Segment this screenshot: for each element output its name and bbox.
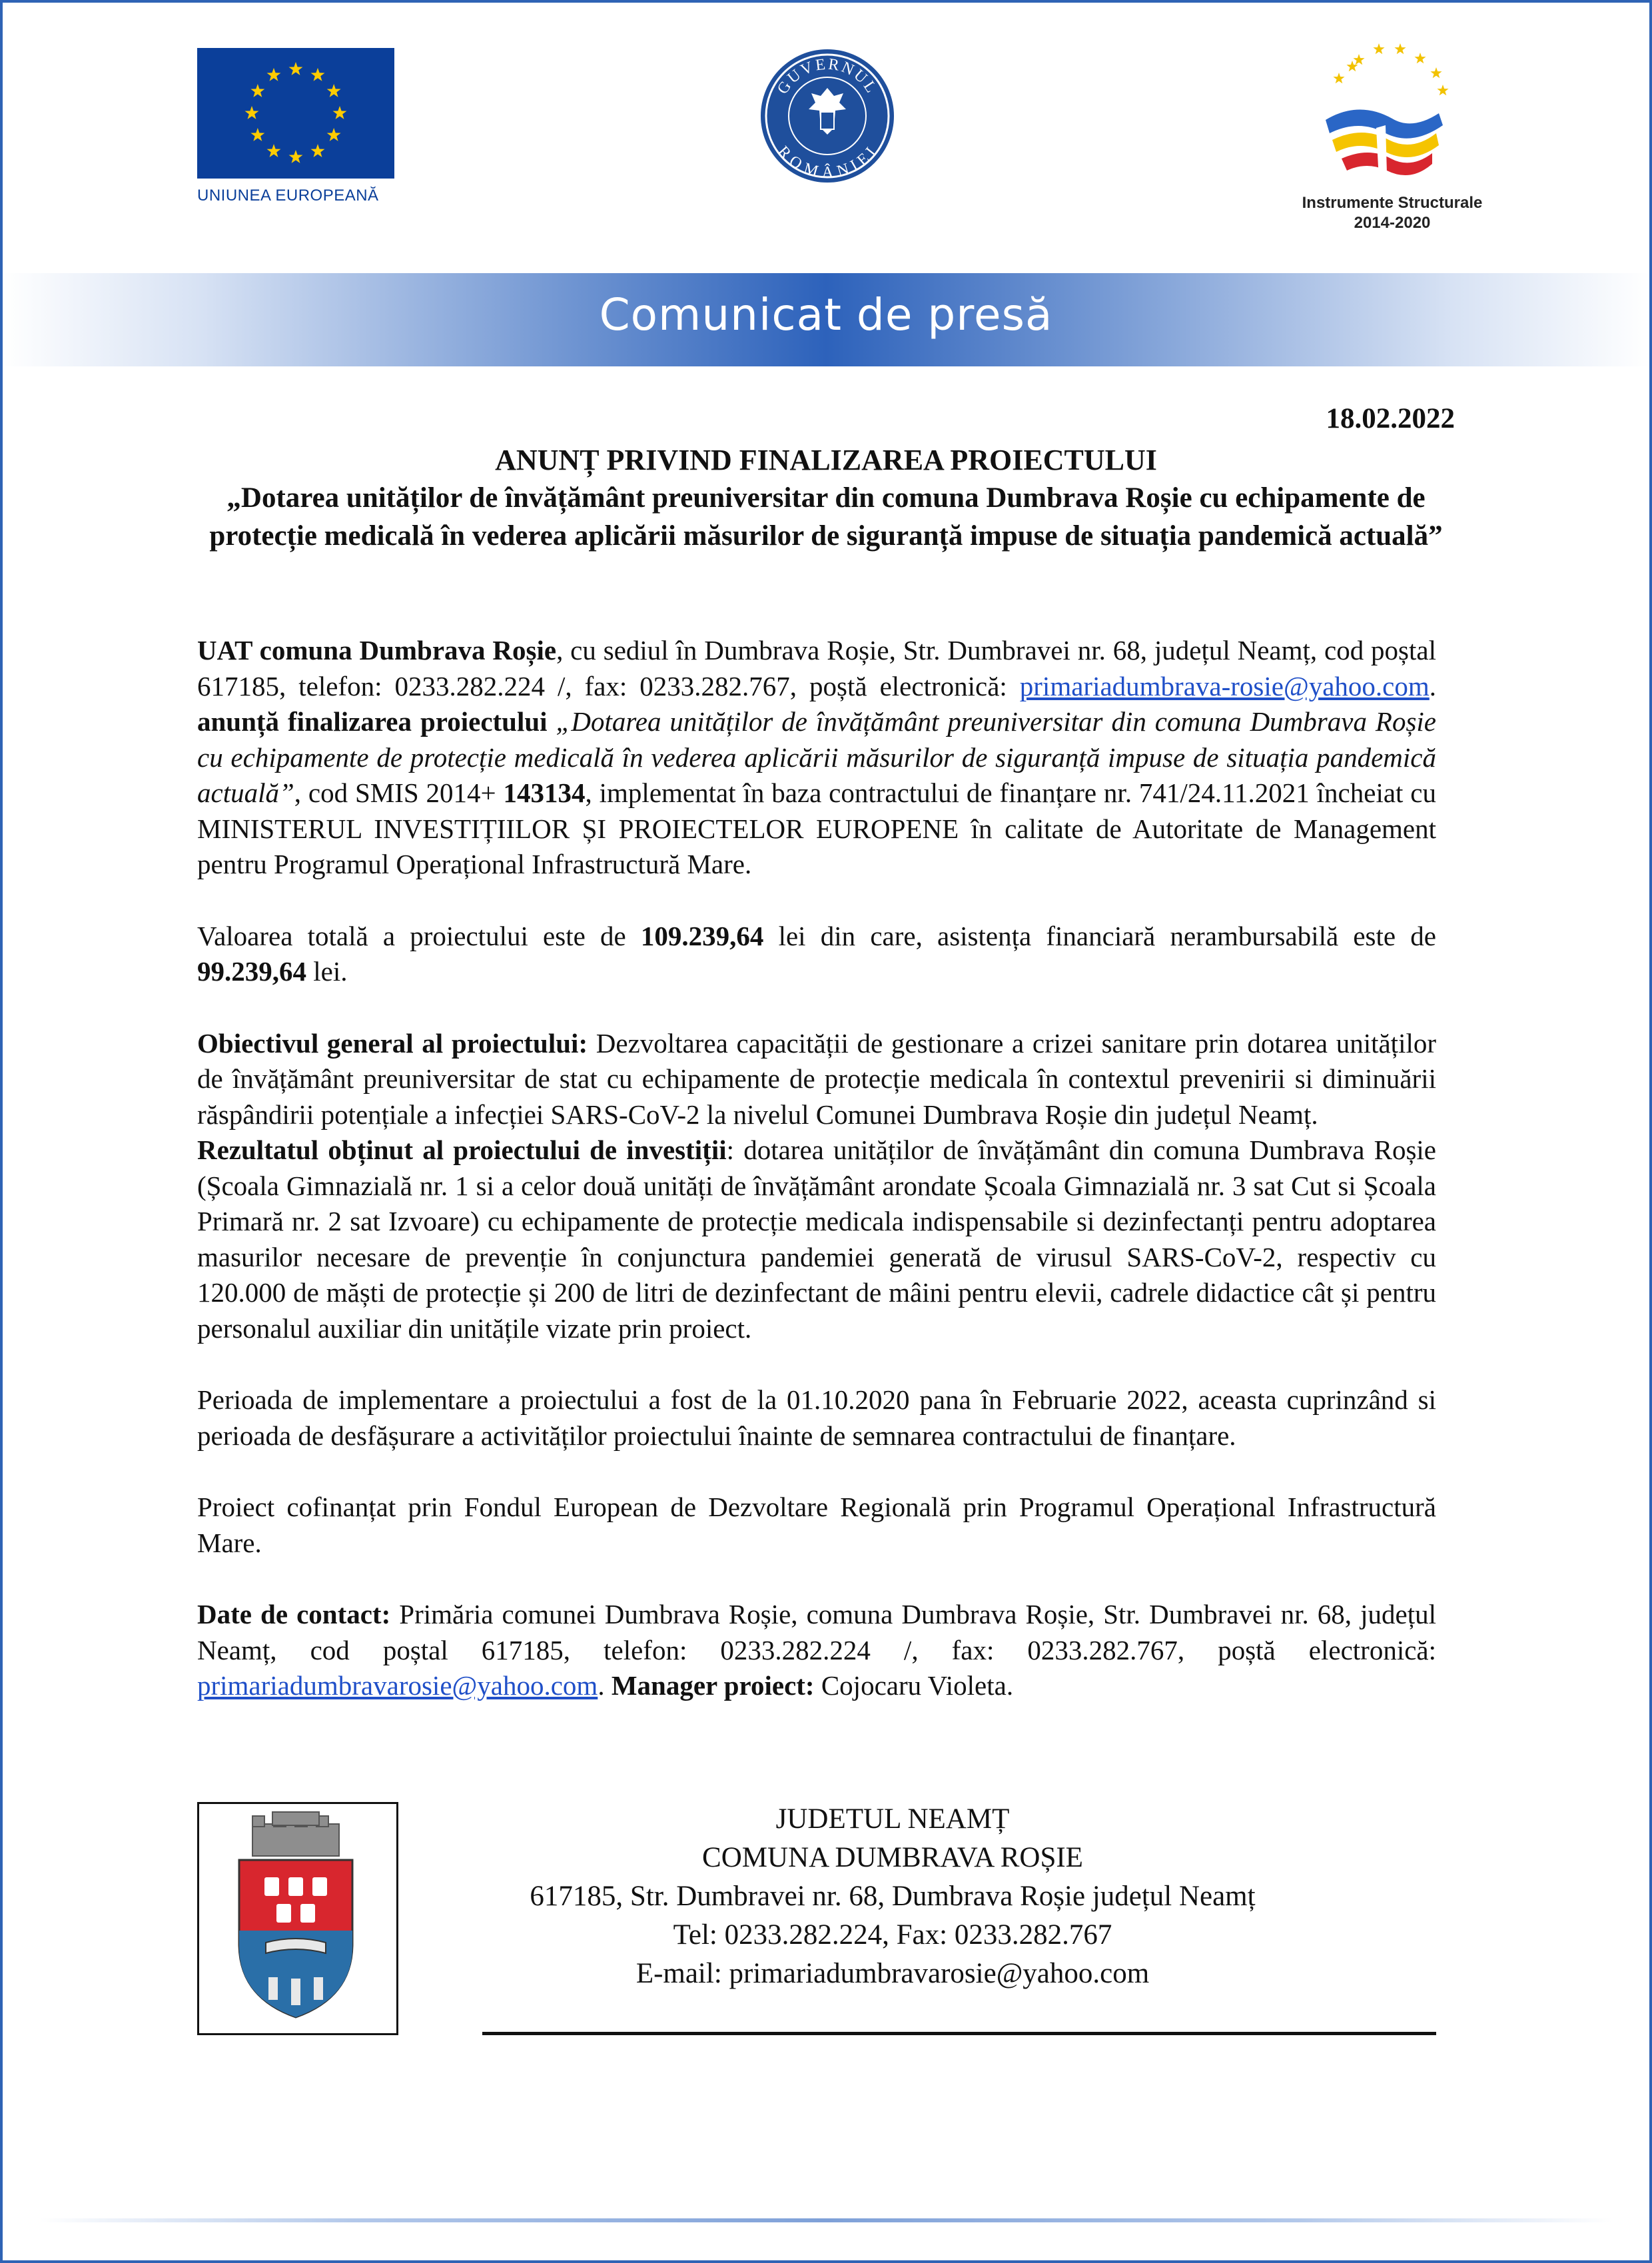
footer-email: E-mail: primariadumbravarosie@yahoo.com — [635, 1958, 1150, 1989]
paragraph-objective — [197, 1026, 1436, 1133]
eu-star-icon — [250, 128, 264, 141]
gov-seal-text-bottom: ROMÂNIEI — [774, 143, 881, 182]
eu-star-icon — [267, 68, 281, 81]
contact-text2: . — [598, 1670, 612, 1701]
p1-text3 — [548, 706, 556, 737]
document-date: 18.02.2022 — [1326, 403, 1455, 434]
eu-stars-icon — [197, 48, 394, 179]
announce-phrase: anunță finalizarea proiectului — [197, 706, 548, 737]
is-star-icon — [1353, 54, 1364, 65]
is-star-icon — [1430, 67, 1442, 78]
is-caption-line2: 2014-2020 — [1354, 214, 1431, 232]
email-link-1[interactable]: primariadumbrava-rosie@yahoo.com — [1019, 670, 1430, 701]
footer-street: 617185, Str. Dumbravei nr. 68, Dumbrava Roșie județul Neamț — [530, 1881, 1256, 1912]
title-line2: „Dotarea unităților de învățământ preuniversitar din comuna Dumbrava Roșie cu echipamente de protecție medicală în vederea aplicării măsurilor de siguranță impuse de situația pandemică actuală” — [209, 482, 1443, 552]
paragraph-cofinancing: Proiect cofinanțat prin Fondul European de Dezvoltare Regională prin Programul Operațional Infrastructură Mare. — [197, 1492, 1436, 1558]
banner-title: Comunicat de presă — [599, 289, 1053, 340]
gov-seal-text-top: GUVERNUL — [773, 55, 881, 98]
footer-phone: Tel: 0233.282.224, Fax: 0233.282.767 — [673, 1919, 1112, 1951]
eu-star-icon — [289, 150, 303, 163]
p1-text2: . — [1429, 670, 1436, 701]
email-link-2[interactable]: primariadumbravarosie@yahoo.com — [197, 1670, 598, 1701]
is-star-icon — [1437, 85, 1448, 95]
eu-star-icon — [267, 144, 281, 157]
manager-name: Cojocaru Violeta. — [814, 1670, 1014, 1701]
document-body — [197, 633, 1436, 1740]
structural-instruments-logo — [1312, 40, 1459, 193]
eu-flag-logo — [197, 48, 394, 179]
paragraph-value — [197, 919, 1436, 990]
smis-code: 143134 — [503, 777, 586, 808]
result-text: : dotarea unităților de învățământ din comuna Dumbrava Roșie (Școala Gimnazială nr. 1 si a celor două unități de învățământ arondate Școala Gimnazială nr. 3 sat Cut si Școala Primară nr. 2 sat Izvoare) cu echipamente de protecție medicala indispensabile si dezinfectanți pentru adoptarea masurilor necesare de prevenție în conjunctura pandemiei generată de virusul SARS-CoV-2, respectiv cu 120.000 de măști de protecție și 200 de litri de dezinfectant de mâini pentru elevii, cadrele didactice cât și pentru personalul auxiliar din unitățile vizate prin proiect. — [197, 1134, 1437, 1344]
p1-text4: , cod SMIS 2014+ — [294, 777, 504, 808]
document-title — [197, 441, 1455, 555]
footer-county: JUDETUL NEAMȚ — [775, 1803, 1010, 1835]
title-line1: ANUNȚ PRIVIND FINALIZAREA PROIECTULUI — [495, 444, 1157, 476]
eu-star-icon — [289, 62, 303, 75]
government-seal-logo — [758, 47, 897, 185]
structural-instruments-caption — [1279, 193, 1505, 233]
p2-text3: lei. — [306, 956, 348, 987]
eu-star-icon — [311, 68, 325, 81]
p1-text1: , cu sediul în Dumbrava Roșie, Str. Dumbravei nr. 68, județul Neamț, cod poștal 617185, telefon: 0233.282.224 /, fax: 0233.282.767, poștă electronică: — [197, 635, 1436, 701]
press-release-banner — [3, 273, 1649, 366]
is-star-icon — [1373, 43, 1384, 54]
eu-star-icon — [327, 128, 341, 141]
paragraph-announcement — [197, 633, 1436, 883]
grant-value: 99.239,64 — [197, 956, 306, 987]
is-star-icon — [1414, 53, 1426, 63]
footer-address — [413, 1800, 1372, 1993]
total-value: 109.239,64 — [640, 920, 764, 951]
eu-star-icon — [327, 84, 341, 97]
eu-caption: UNIUNEA EUROPEANĂ — [197, 187, 379, 205]
uat-name: UAT comuna Dumbrava Roșie — [197, 635, 557, 666]
bottom-decorative-line — [40, 2218, 1612, 2222]
project-title-italic: „Dotarea unităților de învățământ preuniversitar din comuna Dumbrava Roșie cu echipamente de protecție medicală în vederea aplicării măsurilor de siguranță impuse de situația pandemică actuală” — [197, 706, 1436, 808]
result-label: Rezultatul obținut al proiectului de investiții — [197, 1134, 727, 1165]
p2-text2: lei din care, asistența financiară nerambursabilă este de — [763, 920, 1436, 951]
is-caption-line1: Instrumente Structurale — [1302, 194, 1483, 212]
paragraph-period: Perioada de implementare a proiectului a fost de la 01.10.2020 pana în Februarie 2022, aceasta cuprinzând si perioada de desfășurare a activităților proiectului înainte de semnarea contractului de finanțare. — [197, 1384, 1436, 1451]
eu-star-icon — [311, 144, 325, 157]
eu-star-icon — [333, 106, 347, 119]
footer-divider — [482, 2032, 1436, 2035]
eu-star-icon — [245, 106, 259, 119]
eu-star-icon — [250, 84, 264, 97]
contact-text1: Primăria comunei Dumbrava Roșie, comuna Dumbrava Roșie, Str. Dumbravei nr. 68, județul Neamț, cod poștal 617185, telefon: 0233.282.224 /, fax: 0233.282.767, poștă electronică: — [197, 1599, 1436, 1665]
paragraph-contact — [197, 1597, 1436, 1704]
manager-label: Manager proiect: — [611, 1670, 815, 1701]
paragraph-result — [197, 1132, 1436, 1346]
footer-commune: COMUNA DUMBRAVA ROȘIE — [702, 1842, 1083, 1873]
commune-crest — [197, 1802, 398, 2035]
objective-label: Obiectivul general al proiectului: — [197, 1027, 588, 1059]
p2-text1: Valoarea totală a proiectului este de — [197, 920, 641, 951]
objective-text: Dezvoltarea capacității de gestionare a crizei sanitare prin dotarea unităților de învățământ preuniversitar de stat cu echipamente de protecție medicala în contextul prevenirii si diminuării răspândirii potențiale a infecției SARS-CoV-2 la nivelul Comunei Dumbrava Roșie din județul Neamț. — [197, 1027, 1437, 1130]
is-star-icon — [1333, 73, 1344, 83]
is-star-icon — [1394, 43, 1406, 54]
p1-text5: , implementat în baza contractului de finanțare nr. 741/24.11.2021 încheiat cu MINISTERUL INVESTIȚIILOR ȘI PROIECTELOR EUROPENE în calitate de Autoritate de Management pentru Programul Operațional Infrastructură Mare. — [197, 777, 1436, 879]
contact-label: Date de contact: — [197, 1599, 391, 1629]
coat-of-arms-icon — [199, 1804, 392, 2029]
